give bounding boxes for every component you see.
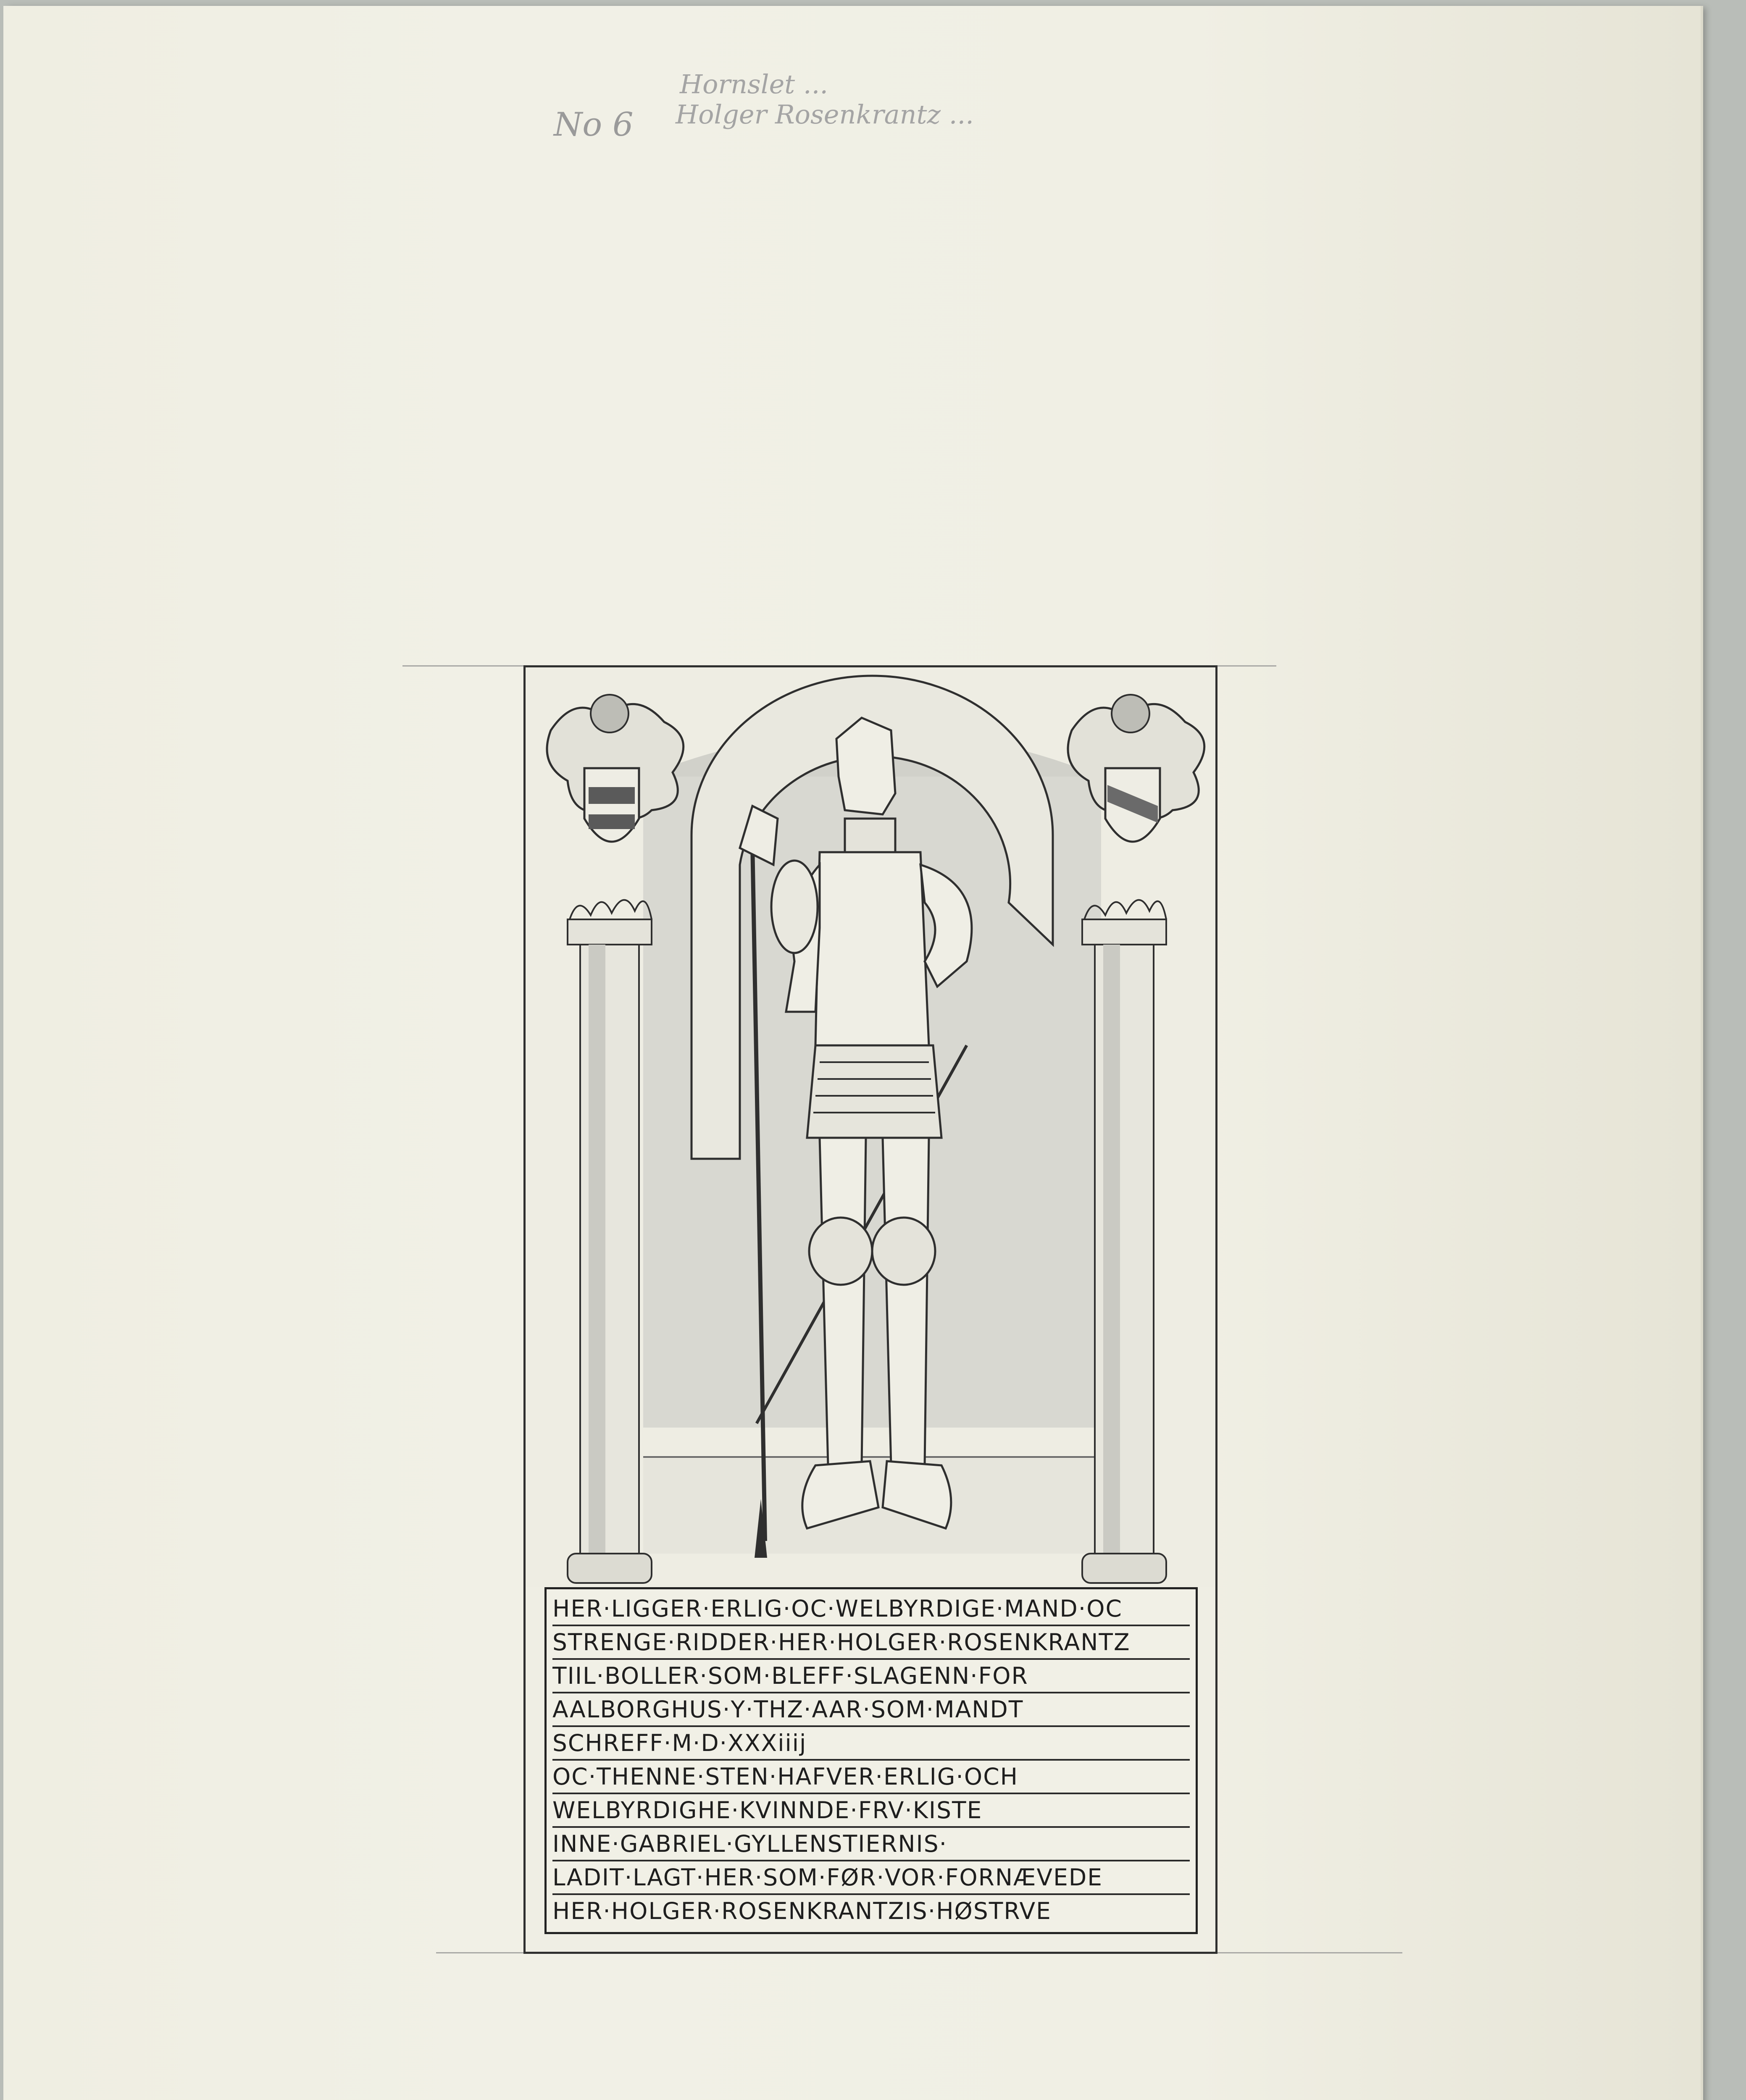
epitaph-line: HER·LIGGER·ERLIG·OC·WELBYRDIGE·MAND·OC: [552, 1593, 1190, 1626]
epitaph-line: HER·HOLGER·ROSENKRANTZIS·HØSTRVE: [552, 1898, 1052, 1924]
epitaph-line: STRENGE·RIDDER·HER·HOLGER·ROSENKRANTZ: [552, 1626, 1190, 1660]
archive-note-line-1: Hornslet ...: [680, 69, 828, 100]
paper-sheet: [3, 6, 1701, 2100]
epitaph-line: WELBYRDIGHE·KVINNDE·FRV·KISTE: [552, 1794, 1190, 1828]
archive-note-line-2: Holger Rosenkrantz ...: [676, 99, 974, 130]
left-column: [568, 900, 652, 1583]
right-column: [1082, 900, 1166, 1583]
tombstone-drawing: [523, 665, 1217, 1954]
archive-number: No 6: [554, 106, 634, 144]
epitaph-line: OC·THENNE·STEN·HAFVER·ERLIG·OCH: [552, 1761, 1190, 1794]
epitaph-line: AALBORGHUS·Y·THZ·AAR·SOM·MANDT: [552, 1693, 1190, 1727]
epitaph-line: SCHREFF·M·D·XXXiiij: [552, 1727, 1190, 1761]
epitaph-line: INNE·GABRIEL·GYLLENSTIERNIS·: [552, 1828, 1190, 1861]
epitaph-line: TIIL·BOLLER·SOM·BLEFF·SLAGENN·FOR: [552, 1660, 1190, 1693]
epitaph-line: LADIT·LAGT·HER·SOM·FØR·VOR·FORNÆVEDE: [552, 1861, 1190, 1895]
epitaph-inscription: [544, 1587, 1198, 1934]
knight-effigy-illustration: [526, 667, 1215, 1587]
